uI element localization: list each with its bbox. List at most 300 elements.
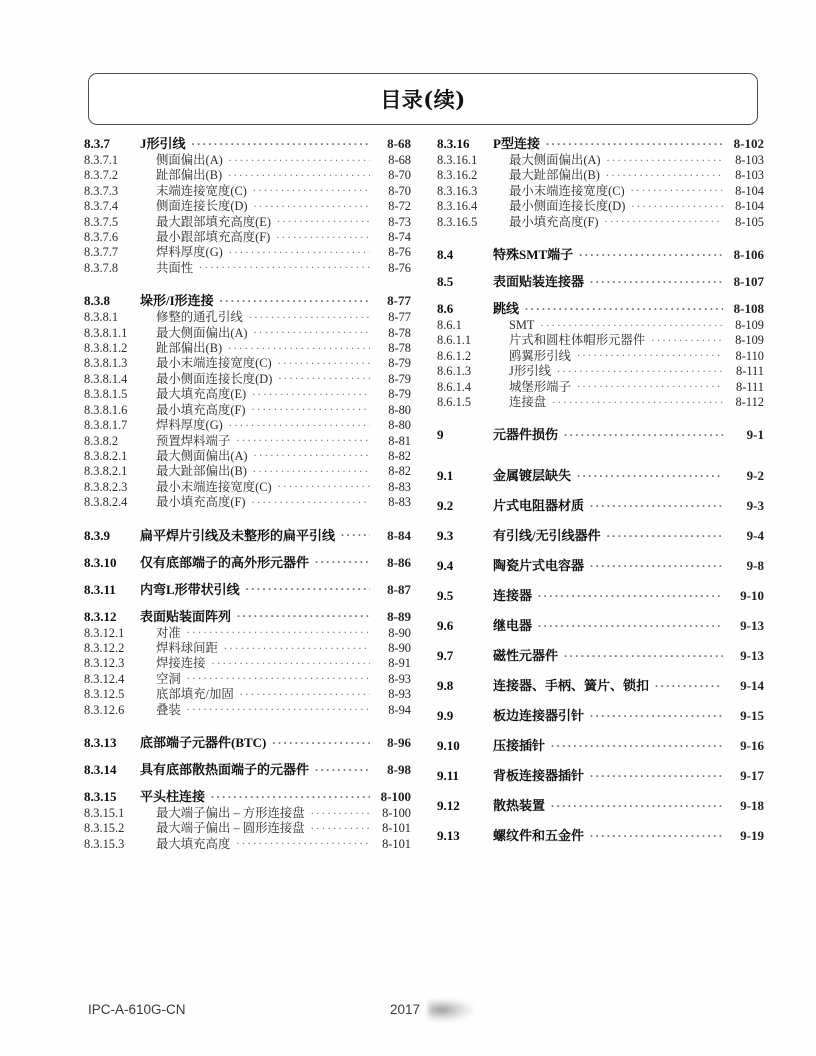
toc-entry-label: 焊料厚度(G)	[156, 245, 223, 260]
toc-group-spacer	[84, 571, 411, 582]
toc-entry-label: 最小跟部填充高度(F)	[156, 230, 271, 245]
toc-entry-label: 具有底部散热面端子的元器件	[140, 761, 310, 777]
toc-entry[interactable]	[437, 588, 764, 602]
toc-entry[interactable]	[84, 625, 411, 639]
toc-dot-leader	[341, 528, 370, 540]
toc-entry[interactable]	[84, 528, 411, 542]
toc-entry[interactable]	[84, 789, 411, 803]
toc-entry-number: 8.3.8.1	[84, 310, 119, 325]
toc-dot-leader	[577, 348, 723, 360]
toc-page-number: 8-100	[382, 805, 411, 820]
toc-dot-leader	[605, 214, 724, 226]
toc-entry-label: 趾部偏出(B)	[156, 341, 223, 356]
toc-page-number: 9-18	[740, 798, 764, 814]
toc-entry[interactable]	[84, 309, 411, 323]
toc-entry[interactable]	[84, 229, 411, 243]
toc-entry-label: 最小末端连接宽度(C)	[156, 356, 272, 371]
toc-group-spacer	[84, 778, 411, 789]
toc-entry-label: 继电器	[493, 618, 533, 634]
toc-entry-number: 8.6.1.5	[437, 395, 472, 410]
toc-dot-leader	[311, 805, 370, 817]
toc-entry-label: 垛形/I形连接	[140, 293, 214, 309]
toc-group-spacer	[84, 275, 411, 293]
toc-entry-number: 8.3.8	[84, 293, 110, 309]
toc-entry[interactable]	[437, 363, 764, 377]
toc-page-number: 8-79	[388, 371, 411, 386]
toc-page-number: 8-79	[388, 356, 411, 371]
toc-entry[interactable]	[84, 836, 411, 850]
toc-page-number: 9-13	[740, 618, 764, 634]
toc-entry-label: 表面贴装连接器	[493, 274, 585, 290]
toc-page-number: 9-13	[740, 648, 764, 664]
toc-entry-label: 焊接连接	[156, 656, 206, 671]
toc-entry-label: 压接插针	[493, 738, 546, 754]
toc-entry-number: 8.3.16.4	[437, 199, 478, 214]
toc-dot-leader	[187, 625, 370, 637]
toc-entry[interactable]	[84, 805, 411, 819]
toc-entry-label: SMT	[509, 318, 535, 333]
toc-group-spacer	[84, 717, 411, 735]
toc-page-number: 8-89	[387, 608, 411, 624]
toc-entry[interactable]	[437, 394, 764, 408]
toc-entry-number: 8.3.12.5	[84, 687, 125, 702]
toc-dot-leader	[590, 708, 723, 720]
toc-entry-label: 连接器	[493, 588, 533, 604]
toc-dot-leader	[655, 678, 723, 690]
toc-entry-number: 8.3.12.6	[84, 702, 125, 717]
toc-dot-leader	[237, 609, 370, 621]
toc-dot-leader	[538, 618, 723, 630]
toc-dot-leader	[590, 498, 723, 510]
toc-page-number: 8-83	[388, 495, 411, 510]
toc-entry-number: 8.3.16	[437, 136, 470, 151]
toc-entry-number: 8.3.7.3	[84, 183, 119, 198]
toc-entry-number: 8.3.12.4	[84, 671, 125, 686]
toc-entry-number: 8.3.8.2.1	[84, 464, 128, 479]
toc-entry[interactable]	[84, 293, 411, 307]
toc-entry[interactable]	[84, 355, 411, 369]
toc-entry[interactable]	[84, 198, 411, 212]
toc-dot-leader	[249, 309, 370, 321]
toc-entry[interactable]	[437, 828, 764, 842]
toc-entry-label: 最小填充高度(F)	[156, 495, 246, 510]
toc-page-number: 8-78	[388, 341, 411, 356]
toc-page-number: 8-109	[735, 333, 764, 348]
toc-entry-number: 9.1	[437, 468, 454, 484]
toc-entry-number: 8.3.8.2.1	[84, 448, 128, 463]
toc-page-number: 8-96	[387, 734, 411, 750]
toc-entry[interactable]	[437, 618, 764, 632]
toc-page-number: 8-74	[388, 230, 411, 245]
toc-group-spacer	[84, 598, 411, 609]
toc-dot-leader	[246, 582, 370, 594]
toc-entry-number: 9.6	[437, 618, 454, 634]
toc-entry-number: 8.3.8.1.4	[84, 371, 128, 386]
toc-entry[interactable]	[437, 136, 764, 150]
toc-page-number: 9-19	[740, 828, 764, 844]
toc-entry[interactable]	[437, 301, 764, 315]
toc-entry[interactable]	[84, 820, 411, 834]
toc-entry[interactable]	[84, 386, 411, 400]
toc-entry-number: 8.3.13	[84, 734, 117, 750]
toc-entry[interactable]	[84, 762, 411, 776]
toc-entry[interactable]	[437, 167, 764, 181]
toc-page-number: 9-15	[740, 708, 764, 724]
toc-dot-leader	[546, 136, 723, 148]
toc-entry[interactable]	[84, 640, 411, 654]
toc-entry-label: 陶瓷片式电容器	[493, 558, 585, 574]
toc-page-number: 8-79	[388, 387, 411, 402]
toc-entry[interactable]	[437, 214, 764, 228]
toc-entry[interactable]	[437, 648, 764, 662]
toc-page-number: 8-94	[388, 702, 411, 717]
toc-group-spacer	[84, 544, 411, 555]
toc-dot-leader	[228, 167, 370, 179]
toc-page-number: 8-76	[388, 260, 411, 275]
toc-entry-number: 9	[437, 427, 444, 443]
toc-entry[interactable]	[84, 260, 411, 274]
toc-entry-number: 8.3.7.1	[84, 153, 119, 167]
toc-dot-leader	[252, 494, 371, 506]
toc-page-number: 8-68	[388, 153, 411, 167]
toc-dot-leader	[551, 798, 723, 810]
toc-page-number: 8-80	[388, 402, 411, 417]
toc-page-number: 8-101	[382, 821, 411, 836]
toc-entry-number: 8.3.16.1	[437, 153, 478, 167]
toc-entry-number: 8.3.7.2	[84, 168, 119, 183]
toc-page-number: 9-10	[740, 588, 764, 604]
toc-entry[interactable]	[437, 498, 764, 512]
toc-entry-label: J形引线	[509, 364, 551, 379]
toc-entry-number: 8.3.11	[84, 581, 116, 597]
toc-page-number: 8-102	[733, 136, 764, 151]
toc-entry-label: 焊料厚度(G)	[156, 418, 223, 433]
toc-dot-leader	[253, 183, 370, 195]
toc-dot-leader	[278, 371, 370, 383]
toc-entry[interactable]	[437, 152, 764, 166]
toc-entry-number: 8.3.8.1.5	[84, 387, 128, 402]
toc-dot-leader	[254, 198, 370, 210]
toc-entry[interactable]	[84, 433, 411, 447]
toc-entry-label: 扁平焊片引线及未整形的扁平引线	[140, 527, 336, 543]
toc-entry[interactable]	[84, 340, 411, 354]
toc-entry[interactable]	[84, 152, 411, 166]
toc-entry[interactable]	[84, 702, 411, 716]
toc-dot-leader	[315, 555, 370, 567]
footer-document-id: IPC-A-610G-CN	[88, 1002, 186, 1017]
toc-entry[interactable]	[84, 463, 411, 477]
toc-dot-leader	[552, 394, 723, 406]
toc-entry-label: 最小填充高度(F)	[156, 402, 246, 417]
toc-page-number: 8-91	[388, 656, 411, 671]
toc-entry-label: 最大填充高度	[156, 836, 231, 851]
toc-entry-number: 8.3.12.2	[84, 640, 125, 655]
toc-entry[interactable]	[437, 558, 764, 572]
toc-entry[interactable]	[437, 768, 764, 782]
toc-entry-number: 8.3.7.4	[84, 199, 119, 214]
toc-entry-number: 9.5	[437, 588, 454, 604]
toc-entry[interactable]	[437, 183, 764, 197]
toc-entry-number: 8.3.15.3	[84, 836, 125, 851]
toc-page-number: 9-2	[746, 468, 764, 484]
toc-entry[interactable]	[84, 402, 411, 416]
toc-dot-leader	[187, 671, 370, 683]
toc-page-number: 8-76	[388, 245, 411, 260]
page-header-box	[88, 73, 758, 125]
toc-entry[interactable]	[84, 671, 411, 685]
toc-entry[interactable]	[84, 609, 411, 623]
toc-entry[interactable]	[84, 448, 411, 462]
toc-entry[interactable]	[84, 167, 411, 181]
toc-page-number: 9-14	[740, 678, 764, 694]
toc-dot-leader	[579, 247, 723, 259]
toc-entry-number: 8.3.12.3	[84, 656, 125, 671]
toc-dot-leader	[252, 386, 370, 398]
toc-page-number: 8-109	[735, 318, 764, 333]
toc-page-number: 8-90	[388, 640, 411, 655]
toc-entry-number: 8.3.16.5	[437, 214, 478, 229]
toc-dot-leader	[311, 820, 370, 832]
toc-page-number: 9-1	[746, 427, 764, 443]
toc-group-spacer	[84, 751, 411, 762]
toc-page-number: 8-77	[388, 310, 411, 325]
toc-page-number: 8-86	[387, 554, 411, 570]
toc-entry[interactable]	[437, 198, 764, 212]
toc-entry-label: 最小末端连接宽度(C)	[156, 479, 272, 494]
toc-entry-label: 最大端子偏出 – 圆形连接盘	[156, 821, 305, 836]
toc-group-spacer	[437, 263, 764, 274]
toc-entry-label: 仅有底部端子的高外形元器件	[140, 554, 310, 570]
toc-page-number: 9-4	[746, 528, 764, 544]
toc-dot-leader	[564, 427, 723, 439]
toc-dot-leader	[212, 655, 370, 667]
toc-entry[interactable]	[437, 528, 764, 542]
toc-dot-leader	[557, 363, 723, 375]
toc-entry-label: 城堡形端子	[509, 379, 571, 394]
toc-dot-leader	[315, 762, 370, 774]
toc-entry[interactable]	[437, 332, 764, 346]
toc-page-number: 8-90	[388, 625, 411, 640]
toc-entry-label: 背板连接器插针	[493, 768, 585, 784]
toc-entry-number: 9.10	[437, 738, 460, 754]
toc-entry-number: 9.3	[437, 528, 454, 544]
toc-dot-leader	[229, 152, 370, 164]
toc-entry-number: 8.3.8.1.3	[84, 356, 128, 371]
toc-dot-leader	[199, 260, 370, 272]
toc-entry[interactable]	[84, 655, 411, 669]
toc-entry[interactable]	[84, 136, 411, 150]
toc-page-number: 8-98	[387, 761, 411, 777]
toc-entry[interactable]	[437, 798, 764, 812]
toc-page-number: 8-73	[388, 214, 411, 229]
toc-entry[interactable]	[84, 214, 411, 228]
toc-entry[interactable]	[84, 555, 411, 569]
toc-entry-label: 特殊SMT端子	[493, 247, 574, 263]
toc-dot-leader	[272, 735, 370, 747]
toc-dot-leader	[551, 738, 723, 750]
toc-entry-number: 8.6.1.3	[437, 364, 472, 379]
toc-dot-leader	[525, 301, 723, 313]
toc-entry-label: 最小填充高度(F)	[509, 214, 599, 229]
toc-page-number: 8-107	[733, 274, 764, 290]
toc-entry-number: 8.3.7.7	[84, 245, 119, 260]
toc-page-number: 8-82	[388, 464, 411, 479]
toc-dot-leader	[254, 448, 370, 460]
toc-entry-label: 最大端子偏出 – 方形连接盘	[156, 805, 305, 820]
toc-entry-label: 有引线/无引线器件	[493, 528, 601, 544]
toc-entry[interactable]	[84, 417, 411, 431]
toc-entry-number: 9.8	[437, 678, 454, 694]
toc-entry-label: 最大侧面偏出(A)	[509, 153, 601, 167]
toc-dot-leader	[538, 588, 723, 600]
toc-dot-leader	[577, 379, 723, 391]
toc-entry-label: 板边连接器引针	[493, 708, 585, 724]
toc-page-number: 8-82	[388, 448, 411, 463]
toc-page-number: 8-81	[388, 433, 411, 448]
toc-entry-number: 8.6.1.1	[437, 333, 472, 348]
toc-entry-label: 侧面偏出(A)	[156, 153, 223, 167]
toc-dot-leader	[236, 836, 370, 848]
toc-group-spacer	[437, 457, 764, 468]
toc-page-number: 8-111	[736, 379, 764, 394]
toc-entry[interactable]	[84, 582, 411, 596]
toc-dot-leader	[607, 152, 723, 164]
toc-dot-leader	[590, 828, 723, 840]
toc-entry[interactable]	[84, 686, 411, 700]
toc-entry[interactable]	[437, 247, 764, 261]
toc-page-number: 8-100	[380, 788, 411, 804]
toc-dot-leader	[211, 789, 370, 801]
toc-entry-label: 连接器、手柄、簧片、锁扣	[493, 678, 650, 694]
toc-dot-leader	[253, 463, 370, 475]
toc-dot-leader	[631, 198, 723, 210]
toc-entry-number: 8.3.8.2.4	[84, 495, 128, 510]
toc-entry-number: 8.3.14	[84, 761, 117, 777]
toc-dot-leader	[564, 648, 723, 660]
toc-group-spacer	[437, 409, 764, 427]
toc-entry-label: 共面性	[156, 260, 194, 275]
toc-entry[interactable]	[84, 325, 411, 339]
toc-page-number: 8-83	[388, 479, 411, 494]
toc-page-number: 8-84	[387, 527, 411, 543]
toc-entry-label: 元器件损伤	[493, 427, 559, 443]
toc-entry-label: 末端连接宽度(C)	[156, 183, 247, 198]
toc-page-number: 8-104	[735, 199, 764, 214]
toc-page-number: 8-110	[735, 348, 764, 363]
toc-dot-leader	[278, 355, 370, 367]
toc-entry-label: 片式电阻器材质	[493, 498, 585, 514]
toc-entry[interactable]	[437, 678, 764, 692]
toc-entry-number: 8.3.15	[84, 788, 117, 804]
toc-dot-leader	[590, 768, 723, 780]
toc-page-number: 8-111	[736, 364, 764, 379]
toc-right-column	[437, 136, 764, 981]
toc-entry-number: 8.3.7.6	[84, 230, 119, 245]
toc-entry-label: 片式和圆柱体帽形元器件	[509, 333, 646, 348]
toc-dot-leader	[651, 332, 723, 344]
page-title: 目录(续)	[380, 87, 466, 112]
toc-entry[interactable]	[437, 348, 764, 362]
toc-page-number: 8-70	[388, 183, 411, 198]
toc-dot-leader	[220, 293, 370, 305]
toc-dot-leader	[229, 244, 370, 256]
toc-page-number: 8-68	[387, 136, 411, 151]
toc-entry-number: 8.3.8.1.2	[84, 341, 128, 356]
toc-entry-label: 最大趾部偏出(B)	[509, 168, 600, 183]
footer-year: 2017	[390, 1002, 421, 1017]
toc-entry[interactable]	[437, 427, 764, 441]
toc-entry[interactable]	[84, 494, 411, 508]
toc-page-number: 8-101	[382, 836, 411, 851]
toc-entry-label: 空洞	[156, 671, 181, 686]
toc-entry-number: 8.5	[437, 274, 454, 290]
toc-entry-label: 最小末端连接宽度(C)	[509, 183, 625, 198]
toc-dot-leader	[606, 167, 723, 179]
toc-entry-label: 预置焊料端子	[156, 433, 231, 448]
toc-dot-leader	[229, 417, 370, 429]
toc-entry-label: 散热装置	[493, 798, 546, 814]
toc-dot-leader	[277, 214, 370, 226]
toc-page-number: 9-17	[740, 768, 764, 784]
toc-entry[interactable]	[84, 735, 411, 749]
toc-entry-number: 8.3.8.2	[84, 433, 119, 448]
toc-entry-label: 平头柱连接	[140, 788, 206, 804]
toc-page-number: 8-108	[733, 301, 764, 317]
toc-dot-leader	[187, 702, 370, 714]
toc-entry-number: 8.3.7	[84, 136, 110, 151]
toc-entry-label: 最小侧面连接长度(D)	[509, 199, 626, 214]
toc-dot-leader	[540, 317, 723, 329]
toc-entry[interactable]	[437, 738, 764, 752]
toc-entry[interactable]	[437, 379, 764, 393]
toc-page-number: 8-77	[387, 293, 411, 309]
toc-page-number: 8-72	[388, 199, 411, 214]
toc-entry-label: 连接盘	[509, 395, 547, 410]
toc-entry-label: 对准	[156, 625, 181, 640]
toc-entry-number: 8.3.12.1	[84, 625, 125, 640]
toc-page-number: 8-80	[388, 418, 411, 433]
toc-entry-label: 叠装	[156, 702, 181, 717]
toc-dot-leader	[192, 136, 370, 148]
toc-entry[interactable]	[437, 274, 764, 288]
toc-entry[interactable]	[437, 468, 764, 482]
page-footer	[0, 1000, 816, 1040]
toc-dot-leader	[224, 640, 370, 652]
toc-entry-label: 最大跟部填充高度(E)	[156, 214, 271, 229]
toc-dot-leader	[590, 558, 723, 570]
toc-entry-number: 9.7	[437, 648, 454, 664]
toc-page-number: 8-70	[388, 168, 411, 183]
toc-entry-label: 最大趾部偏出(B)	[156, 464, 247, 479]
toc-entry-label: 金属镀层缺失	[493, 468, 572, 484]
toc-entry-number: 8.3.15.1	[84, 805, 125, 820]
toc-entry[interactable]	[84, 479, 411, 493]
toc-dot-leader	[276, 229, 370, 241]
toc-group-spacer	[84, 510, 411, 528]
toc-columns	[84, 136, 764, 981]
toc-entry-number: 8.3.9	[84, 527, 110, 543]
toc-entry-label: 焊料球间距	[156, 640, 218, 655]
toc-page-number: 8-93	[388, 687, 411, 702]
toc-dot-leader	[577, 468, 723, 480]
toc-entry[interactable]	[437, 708, 764, 722]
toc-entry[interactable]	[84, 183, 411, 197]
toc-entry[interactable]	[437, 317, 764, 331]
toc-page-number: 8-103	[735, 168, 764, 183]
toc-group-spacer	[437, 229, 764, 247]
toc-entry[interactable]	[84, 371, 411, 385]
toc-entry[interactable]	[84, 244, 411, 258]
